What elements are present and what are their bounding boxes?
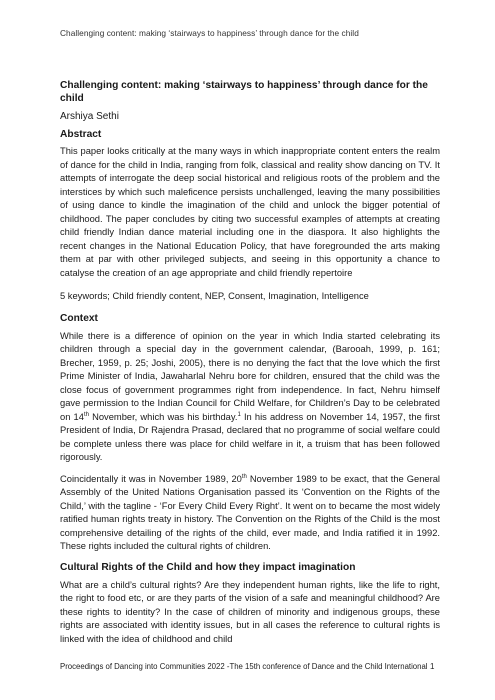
abstract-text: This paper looks critically at the many ways in which inappropriate content enters the realm of dance for the child in India, ranging from folk, classical and reality show dancing on TV. It attempts of interrogate the deep social historical and religious roots of the problem and the interstices by which such maleficence persists unchallenged, leaving the many possibilities of using dance to kindle the imagination of the child and unlock the bigger potential of childhood. The paper concludes by citing two successful examples of attempts at creating child friendly Indian dance material including one in the diaspora. It also highlights the recent changes in the National Education Policy, that have foregrounded the arts making them at par with other privileged subjects, and seeing in this opportunity a chance to catalyse the creation of an age appropriate and child friendly repertoire [60, 146, 440, 278]
abstract-heading: Abstract [60, 129, 102, 140]
context-p2-text-a: Coincidentally it was in November 1989, 20 [60, 473, 242, 484]
context-p1-text-b: November, which was his birthday. [88, 411, 238, 422]
page-footer: Proceedings of Dancing into Communities 2022 -The 15th conference of Dance and the Child International [60, 662, 428, 671]
page-number: 1 [430, 662, 435, 671]
running-header: Challenging content: making ‘stairways to happiness’ through dance for the child [60, 28, 359, 38]
paper-title: Challenging content: making ‘stairways to happiness’ through dance for the child [60, 80, 428, 104]
keywords-line: 5 keywords; Child friendly content, NEP, Consent, Imagination, Intelligence [60, 291, 369, 301]
context-paragraph-1 [60, 330, 440, 465]
context-p2-text-b: November 1989 to be exact, that the General Assembly of the United Nations Organisation passed its ‘Convention on the Rights of the Child,’ with the tagline - ‘For Every Child Every Right’. It went on to became the most widely ratified human rights treaty in history. The Convention on the Rights of the Child is the most comprehensive detailing of the rights of the child, ever made, and India ratified it in 1992. These rights included the cultural rights of children. [60, 473, 440, 551]
context-p1-superscript: th [83, 411, 89, 418]
context-p1-text-a: While there is a difference of opinion on the year in which India started celebrating its children through a special day in the government calendar, (Barooah, 1999, p. 161; Brecher, 1959, p. 25; Joshi, 2005), there is no denying the fact that the love which the first Prime Minister of India, Jawaharlal Nehru bore for children, ensured that the child was the close focus of government programmes right from independence. In fact, Nehru himself gave permission to the Indian Council for Child Welfare, for Children’s Day to be celebrated on 14 [60, 330, 440, 422]
context-p2-superscript: th [241, 473, 247, 480]
cultural-rights-heading: Cultural Rights of the Child and how they impact imagination [60, 561, 356, 573]
context-paragraph-2 [60, 473, 440, 554]
paper-body [60, 79, 440, 646]
author-name: Arshiya Sethi [60, 111, 119, 122]
context-heading: Context [60, 312, 98, 324]
context-p1-text-c: In his address on November 14, 1957, the first President of India, Dr Rajendra Prasad, declared that no programme of social welfare could be complete unless there was place for child welfare in it, a truism that has been followed rigorously. [60, 411, 440, 462]
footnote-marker[interactable]: 1 [237, 411, 241, 418]
cultural-rights-paragraph: What are a child’s cultural rights? Are they independent human rights, like the life to right, the right to food etc, or are they parts of the vision of a safe and meaningful childhood? Are these rights to identity? In the case of children of minority and indigenous groups, these rights are associated with identity issues, but in all cases the reference to cultural rights is linked with the idea of childhood and child [60, 579, 440, 644]
